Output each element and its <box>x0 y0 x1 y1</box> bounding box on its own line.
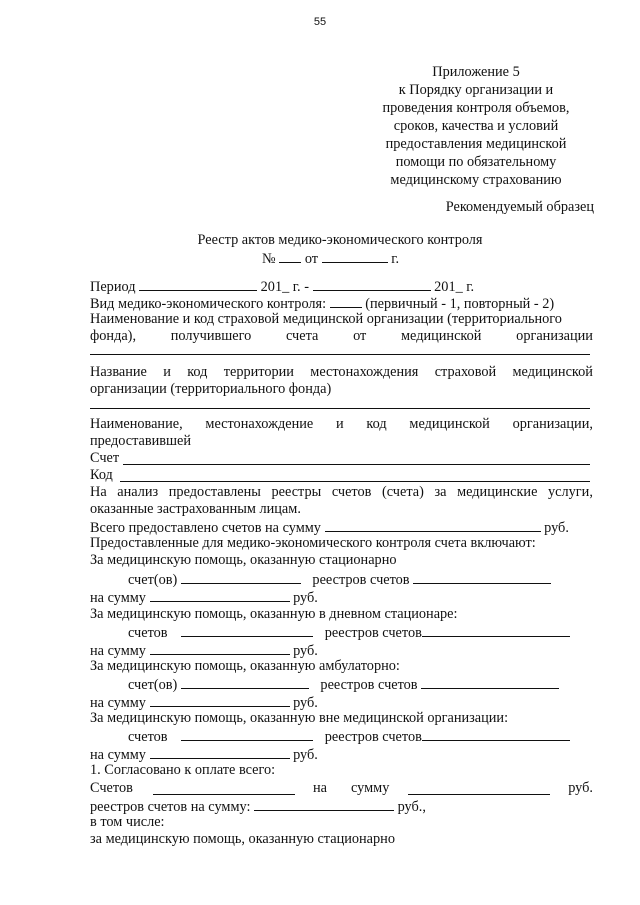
sum-label: на сумму <box>90 643 146 659</box>
analysis-line1 <box>90 484 593 501</box>
word: Наименование, <box>90 416 183 432</box>
sum-label: на сумму <box>90 747 146 763</box>
count-label: счет(ов) <box>128 677 178 693</box>
word: и <box>336 416 344 432</box>
control-type-options: (первичный - 1, повторный - 2) <box>365 296 555 312</box>
appendix-line: предоставления медицинской <box>385 136 567 152</box>
word: услуги, <box>548 484 593 500</box>
provider-line2: предоставившей <box>90 433 192 449</box>
word: от <box>353 328 367 344</box>
section-count-line <box>128 675 559 694</box>
appendix-line: сроков, качества и условий <box>393 118 559 134</box>
number-sign: № <box>262 251 276 267</box>
count-field[interactable] <box>181 623 313 637</box>
account-label: Счет <box>90 450 120 466</box>
word: страховой <box>434 364 497 380</box>
insurer-field[interactable] <box>90 354 590 355</box>
registers-field[interactable] <box>413 570 551 584</box>
total-sum-unit: руб. <box>544 520 569 536</box>
registers-label: реестров счетов <box>324 625 422 641</box>
approved-registers-unit: руб., <box>397 799 426 815</box>
word: предоставлены <box>168 484 261 500</box>
provider-line1 <box>90 416 593 433</box>
including-label: в том числе: <box>90 814 165 830</box>
approved-registers-field[interactable] <box>254 797 394 811</box>
appendix-line: проведения контроля объемов, <box>382 100 570 116</box>
count-label: счетов <box>128 625 168 641</box>
section-heading: За медицинскую помощь, оказанную стационарно <box>90 552 397 568</box>
territory-field[interactable] <box>90 408 590 409</box>
word: местонахождения <box>310 364 419 380</box>
registers-label: реестров счетов <box>324 729 422 745</box>
registers-label: реестров счетов <box>312 572 410 588</box>
count-field[interactable] <box>181 570 301 584</box>
appendix-line: к Порядку организации и <box>398 82 554 98</box>
total-sum-label: Всего предоставлено счетов на сумму <box>90 520 321 536</box>
count-label: счет(ов) <box>128 572 178 588</box>
code-field[interactable] <box>120 481 590 482</box>
word: (счета) <box>381 484 424 500</box>
word: за <box>434 484 447 500</box>
approved-on-label: на <box>313 780 327 796</box>
word: организации, <box>512 416 593 432</box>
word: реестры <box>271 484 322 500</box>
word: и <box>163 364 171 380</box>
approved-registers-label: реестров счетов на сумму: <box>90 799 251 815</box>
title-number-line <box>262 249 399 268</box>
total-sum-field[interactable] <box>325 518 541 532</box>
date-field[interactable] <box>322 249 388 263</box>
registers-field[interactable] <box>422 727 570 741</box>
include-text: Предоставленные для медико-экономического контроля счета включают: <box>90 535 536 551</box>
control-type-label: Вид медико-экономического контроля: <box>90 296 327 312</box>
period-year1: 201_ г. - <box>260 279 309 295</box>
word: медицинской <box>512 364 593 380</box>
word: фонда), <box>90 328 137 344</box>
word: местонахождение <box>205 416 314 432</box>
period-year2: 201_ г. <box>434 279 475 295</box>
insurer-line1: Наименование и код страховой медицинской организации (территориального <box>90 311 562 327</box>
approved-accounts-field[interactable] <box>153 794 295 795</box>
word: территории <box>223 364 294 380</box>
appendix-line: медицинскому страхованию <box>390 172 562 188</box>
code-label: Код <box>90 467 113 483</box>
registers-field[interactable] <box>421 675 559 689</box>
word: счета <box>285 328 319 344</box>
word: медицинской <box>409 416 490 432</box>
page-number: 55 <box>313 16 327 28</box>
control-type-field[interactable] <box>330 294 362 308</box>
approved-sum-label: сумму <box>351 780 390 796</box>
recommended-label: Рекомендуемый образец <box>445 199 594 215</box>
section-count-line <box>128 570 551 589</box>
sum-unit: руб. <box>293 643 318 659</box>
appendix-line: Приложение 5 <box>432 64 520 80</box>
word: медицинские <box>457 484 538 500</box>
word: счетов <box>331 484 372 500</box>
date-from-label: от <box>304 251 319 267</box>
registers-label: реестров счетов <box>320 677 418 693</box>
sum-unit: руб. <box>293 747 318 763</box>
account-field[interactable] <box>123 464 590 465</box>
section-heading: За медицинскую помощь, оказанную в дневном стационаре: <box>90 606 458 622</box>
word: На <box>90 484 107 500</box>
appendix-line: помощи по обязательному <box>395 154 557 170</box>
approved-unit: руб. <box>568 780 593 796</box>
territory-line1 <box>90 364 593 381</box>
approved-inpatient: за медицинскую помощь, оказанную стационарно <box>90 831 395 847</box>
section-heading: За медицинскую помощь, оказанную амбулаторно: <box>90 658 400 674</box>
word: медицинской <box>401 328 482 344</box>
sum-label: на сумму <box>90 695 146 711</box>
section-sum-line <box>90 588 318 607</box>
approved-heading: 1. Согласовано к оплате всего: <box>90 762 276 778</box>
sum-label: на сумму <box>90 590 146 606</box>
sum-field[interactable] <box>150 641 290 655</box>
period-end-field[interactable] <box>313 277 431 291</box>
insurer-line2 <box>90 328 593 345</box>
year-suffix: г. <box>391 251 400 267</box>
territory-line2: организации (территориального фонда) <box>90 381 332 397</box>
count-field[interactable] <box>181 727 313 741</box>
document-title: Реестр актов медико-экономического контроля <box>197 232 483 248</box>
number-field[interactable] <box>279 249 301 263</box>
word: код <box>366 416 387 432</box>
section-count-line <box>128 623 570 642</box>
word: Название <box>90 364 147 380</box>
sum-field[interactable] <box>150 745 290 759</box>
sum-unit: руб. <box>293 695 318 711</box>
period-start-field[interactable] <box>139 277 257 291</box>
word: код <box>187 364 208 380</box>
analysis-line2: оказанные застрахованным лицам. <box>90 501 301 517</box>
section-heading: За медицинскую помощь, оказанную вне медицинской организации: <box>90 710 509 726</box>
approved-accounts-label: Счетов <box>90 780 133 796</box>
sum-unit: руб. <box>293 590 318 606</box>
word: получившего <box>170 328 252 344</box>
word: анализ <box>117 484 159 500</box>
approved-sum-field[interactable] <box>408 794 550 795</box>
section-count-line <box>128 727 570 746</box>
sum-field[interactable] <box>150 693 290 707</box>
count-field[interactable] <box>181 675 309 689</box>
count-label: счетов <box>128 729 168 745</box>
word: организации <box>516 328 593 344</box>
period-label: Период <box>90 279 136 295</box>
sum-field[interactable] <box>150 588 290 602</box>
registers-field[interactable] <box>422 623 570 637</box>
